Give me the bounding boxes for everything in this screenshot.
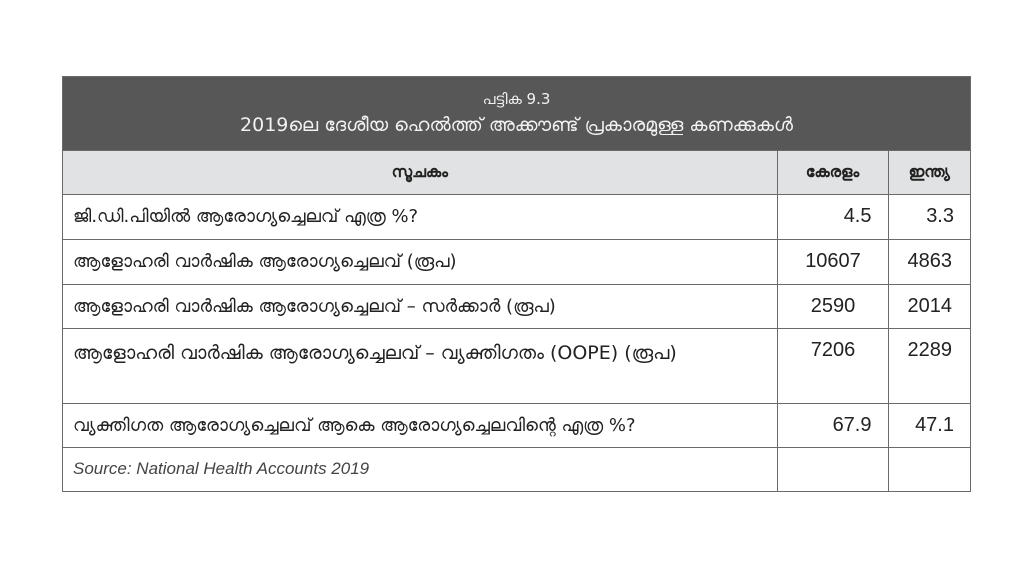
table-row	[63, 194, 970, 239]
table-caption: പട്ടിക 9.3	[482, 90, 551, 108]
health-accounts-table	[62, 76, 971, 492]
india-value-cell: 2289	[888, 328, 970, 403]
india-value-cell: 3.3	[888, 194, 970, 239]
source-note: Source: National Health Accounts 2019	[63, 447, 777, 491]
kerala-value-cell: 2590	[777, 284, 888, 328]
kerala-value-cell: 7206	[777, 328, 888, 403]
table-title: 2019ലെ ദേശീയ ഹെൽത്ത് അക്കൗണ്ട് പ്രകാരമുള്ള കണക്കുകൾ	[240, 114, 793, 136]
kerala-value-cell: 4.5	[777, 194, 888, 239]
column-header-row	[63, 151, 970, 194]
empty-cell	[888, 447, 970, 491]
kerala-value-cell: 67.9	[777, 403, 888, 447]
india-value-cell: 2014	[888, 284, 970, 328]
table-row	[63, 239, 970, 284]
empty-cell	[777, 447, 888, 491]
column-header-indicator: സൂചകം	[63, 151, 777, 194]
indicator-cell: വ്യക്തിഗത ആരോഗ്യച്ചെലവ് ആകെ ആരോഗ്യച്ചെലവിന്റെ എത്ര %?	[63, 403, 777, 447]
source-row	[63, 447, 970, 491]
data-table	[63, 151, 970, 491]
kerala-value-cell: 10607	[777, 239, 888, 284]
table-row	[63, 284, 970, 328]
indicator-cell: ആളോഹരി വാർഷിക ആരോഗ്യച്ചെലവ് – വ്യക്തിഗതം (OOPE) (രൂപ)	[63, 328, 777, 403]
indicator-cell: ആളോഹരി വാർഷിക ആരോഗ്യച്ചെലവ് (രൂപ)	[63, 239, 777, 284]
table-row	[63, 328, 970, 403]
column-header-kerala: കേരളം	[777, 151, 888, 194]
table-title-band	[63, 77, 970, 151]
table-row	[63, 403, 970, 447]
india-value-cell: 4863	[888, 239, 970, 284]
india-value-cell: 47.1	[888, 403, 970, 447]
indicator-cell: ആളോഹരി വാർഷിക ആരോഗ്യച്ചെലവ് – സർക്കാർ (രൂപ)	[63, 284, 777, 328]
indicator-cell: ജി.ഡി.പിയിൽ ആരോഗ്യച്ചെലവ് എത്ര %?	[63, 194, 777, 239]
column-header-india: ഇന്ത്യ	[888, 151, 970, 194]
